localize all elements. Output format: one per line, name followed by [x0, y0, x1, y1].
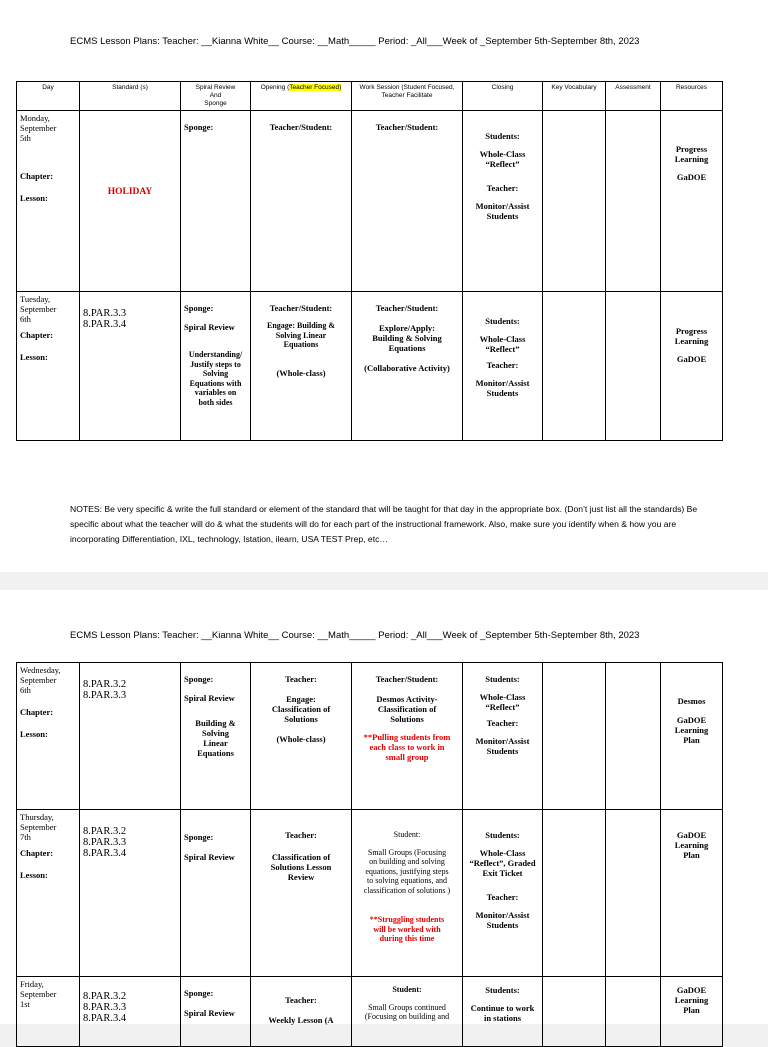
- col-header-spiral: Spiral Review And Sponge: [181, 82, 251, 111]
- table-row-monday: [17, 111, 723, 292]
- resources-cell: GaDOE Learning Plan: [661, 977, 723, 1047]
- sponge-cell: Sponge: Spiral Review: [181, 810, 251, 977]
- key-vocabulary-cell: [543, 111, 606, 292]
- col-header-opening: Opening (Teacher Focused): [251, 82, 352, 111]
- day-cell: Thursday, September 7th Chapter: Lesson:: [17, 810, 80, 977]
- closing-cell: Students: Whole-Class “Reflect” Teacher: Monitor/Assist Students: [463, 292, 543, 441]
- standard-cell: 8.PAR.3.2 8.PAR.3.3: [80, 663, 181, 810]
- closing-cell: Students: Whole-Class “Reflect” Teacher: Monitor/Assist Students: [463, 111, 543, 292]
- table-row-tuesday: [17, 292, 723, 441]
- standard-cell: 8.PAR.3.2 8.PAR.3.3 8.PAR.3.4: [80, 977, 181, 1047]
- document-page-2: [0, 590, 768, 1024]
- lesson-plan-header: ECMS Lesson Plans: Teacher: __Kianna White__ Course: __Math_____ Period: _All___Week of _September 5th-September 8th, 2023: [70, 630, 640, 641]
- work-session-cell: Student: Small Groups continued (Focusing on building and: [352, 977, 463, 1047]
- opening-cell: Teacher: Engage: Classification of Solutions (Whole-class): [251, 663, 352, 810]
- resources-cell: Progress Learning GaDOE: [661, 111, 723, 292]
- assessment-cell: [606, 111, 661, 292]
- opening-cell: Teacher/Student:: [251, 111, 352, 292]
- day-cell: Tuesday, September 6th Chapter: Lesson:: [17, 292, 80, 441]
- work-session-cell: Teacher/Student:: [352, 111, 463, 292]
- lesson-plan-table: [16, 81, 723, 441]
- assessment-cell: [606, 663, 661, 810]
- standard-cell: [80, 111, 181, 292]
- col-header-key-vocabulary: Key Vocabulary: [543, 82, 606, 111]
- sponge-cell: Sponge: Spiral Review: [181, 977, 251, 1047]
- work-session-cell: Student: Small Groups (Focusing on building and solving equations, justifying steps to solving equations, and classification of solutions ) **Struggling students will be worked with during this time: [352, 810, 463, 977]
- day-cell: Wednesday, September 6th Chapter: Lesson:: [17, 663, 80, 810]
- holiday-label: HOLIDAY: [107, 187, 153, 197]
- assessment-cell: [606, 977, 661, 1047]
- notes-paragraph: NOTES: Be very specific & write the full standard or element of the standard that will be taught for that day in the appropriate box. (Don’t just list all the standards) Be specific about what the teacher will do & what the students will do for each part of the instructional framework. Also, make sure you identify when & how you are incorporating Differentiation, IXL, technology, Istation, ilearn, USA TEST Prep, etc…: [70, 504, 698, 544]
- col-header-standard: Standard (s): [80, 82, 181, 111]
- opening-cell: Teacher/Student: Engage: Building & Solving Linear Equations (Whole-class): [251, 292, 352, 441]
- resources-cell: Desmos GaDOE Learning Plan: [661, 663, 723, 810]
- day-cell: Monday, September 5th Chapter: Lesson:: [17, 111, 80, 292]
- standard-cell: 8.PAR.3.3 8.PAR.3.4: [80, 292, 181, 441]
- col-header-assessment: Assessment: [606, 82, 661, 111]
- day-cell: Friday, September 1st: [17, 977, 80, 1047]
- sponge-cell: Sponge: Spiral Review Building & Solving Linear Equations: [181, 663, 251, 810]
- work-session-cell: Teacher/Student: Explore/Apply: Building & Solving Equations (Collaborative Activity): [352, 292, 463, 441]
- sponge-cell: Sponge: Spiral Review Understanding/ Justify steps to Solving Equations with variables on both sides: [181, 292, 251, 441]
- resources-cell: GaDOE Learning Plan: [661, 810, 723, 977]
- assessment-cell: [606, 810, 661, 977]
- table-header-row: [17, 82, 723, 111]
- sponge-cell: Sponge:: [181, 111, 251, 292]
- lesson-plan-table: [16, 662, 723, 1047]
- key-vocabulary-cell: [543, 292, 606, 441]
- lesson-plan-header: ECMS Lesson Plans: Teacher: __Kianna White__ Course: __Math_____ Period: _All___Week of _September 5th-September 8th, 2023: [70, 36, 640, 47]
- table-row-wednesday: [17, 663, 723, 810]
- assessment-cell: [606, 292, 661, 441]
- opening-cell: Teacher: Weekly Lesson (A: [251, 977, 352, 1047]
- col-header-resources: Resources: [661, 82, 723, 111]
- resources-cell: Progress Learning GaDOE: [661, 292, 723, 441]
- key-vocabulary-cell: [543, 810, 606, 977]
- closing-cell: Students: Whole-Class “Reflect” Teacher: Monitor/Assist Students: [463, 663, 543, 810]
- table-row-friday: [17, 977, 723, 1047]
- opening-cell: Teacher: Classification of Solutions Lesson Review: [251, 810, 352, 977]
- table-row-thursday: [17, 810, 723, 977]
- closing-cell: Students: Whole-Class “Reflect”, Graded Exit Ticket Teacher: Monitor/Assist Students: [463, 810, 543, 977]
- closing-cell: Students: Continue to work in stations: [463, 977, 543, 1047]
- col-header-day: Day: [17, 82, 80, 111]
- col-header-closing: Closing: [463, 82, 543, 111]
- key-vocabulary-cell: [543, 977, 606, 1047]
- standard-cell: 8.PAR.3.2 8.PAR.3.3 8.PAR.3.4: [80, 810, 181, 977]
- key-vocabulary-cell: [543, 663, 606, 810]
- col-header-work-session: Work Session (Student Focused, Teacher Facilitate: [352, 82, 463, 111]
- work-session-cell: Teacher/Student: Desmos Activity- Classification of Solutions **Pulling students from each class to work in small group: [352, 663, 463, 810]
